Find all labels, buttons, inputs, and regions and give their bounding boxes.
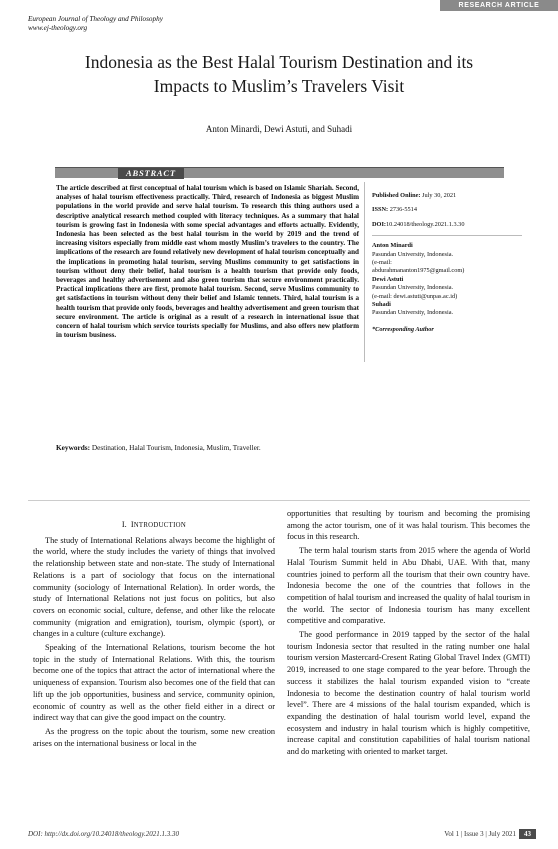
keywords [56,443,359,453]
title-line-2: Impacts to Muslim’s Travelers Visit [153,76,405,96]
author-1-name: Anton Minardi [372,242,413,250]
paragraph: The study of International Relations always become the highlight of the world, where the study includes the variety of things that involved the relationship between state and non-state. The study of International Relations is a part of sociology that focus on the international community (sociology of International Relation). In order words, the study of International Relations not just focus on politics, but also covers on economic social, culture, defense, and other like the relocate community (migration and emigration), tourism, olympic (sport), or changes in a culture (culture exchange). [33,535,275,639]
title-line-1: Indonesia as the Best Halal Tourism Destination and its [84,52,474,72]
journal-header [28,15,163,33]
section-heading: I. INTRODUCTION [121,520,187,529]
journal-name: European Journal of Theology and Philosophy [28,15,163,23]
author-1-email[interactable]: abdurahmananton1975@gmail.com) [372,267,465,275]
footer-doi[interactable]: DOI: http://dx.doi.org/10.24018/theology.2021.1.3.30 [28,830,180,838]
paragraph: As the progress on the topic about the tourism, some new creation arises on the international business or local in the [33,726,275,748]
article-type-badge: RESEARCH ARTICLE [440,0,558,11]
paragraph: The good performance in 2019 tapped by the sector of the halal tourism Indonesia sector that resulted in the rating number one halal tourism version Mastercard-Cresent Rating Global Travel Index (GMTI) 2019, increased to one stage compared to the year before. Through the success it stabilizes the halal tourism expanded vision to “create Indonesia to become the destination country of halal tourism world level”. There are 4 missions of the halal tourism expanded, which is expanding the destination of halal tourism world level, expand the ecosystem and industry in halal tourism which is highly competitive, increase capital and constitution capabilities of halal tourism national and do marketing with oriented to market target. [287,630,530,757]
published-online: Published Online: July 30, 2021 [372,192,457,199]
keywords-list: Destination, Halal Tourism, Indonesia, Muslim, Traveller. [91,443,261,452]
issn: ISSN: 2736-5514 [372,206,417,214]
abstract-bar [55,167,504,178]
paragraph: The term halal tourism starts from 2015 where the agenda of World Halal Tourism Summit held in Abu Dhabi, UAE. With that, many countries joined to perform all the tourism that their own country have. Indonesia become the one of the countries that follows in the competition of halal tourism and increased the quality of halal tourism in the world. The sector of Indonesia tourism has many excellent competitive and comparative. [287,546,530,626]
right-column [287,508,530,760]
abstract-body: The article described at first conceptual of halal tourism which is based on Islamic Shariah. Second, analyses of halal tourism effectiveness practically. Third, research of Indonesia as biggest Muslim populations in the world provide and serve halal tourism. To research this thing authors used a descriptive analytical research method coupled with literacy techniques. As a summary that halal tourism is growing fast in Indonesia with some special advantages and efforts actually. Evidently, Indonesia has been selected as the best halal tourism in the world by 2019 and the trend of increasing visitors especially from middle east whom mostly Muslim’s travelers to the country. The implications of the research are found relatively new development of halal tourism conceptually and the implications in promoting halal tourism, serving Muslims community to get satisfactions in tourism without deny their belief, halal tourism is a health tourism that provide only foods, beverages and healthy advertisement and also green tourism that secure environment practically. Practical implications there are first, promote halal tourism. Second, serve Muslims community to get satisfactions in tourism without deny their belief and Islamic tennets. Third, halal tourism is a health tourism that provide only foods, beverages and healthy advertisement and green tourism that secure environment. The article is original as a result of a research in international issue that concern of halal tourism which service tourists specially for Muslims, and also offers new platform in tourism business. [56,184,359,340]
author-2-affiliation: Pasundan University, Indonesia. [372,284,454,292]
page-number: 43 [519,829,536,839]
author-1-affiliation: Pasundan University, Indonesia. [372,250,454,258]
author-2-name: Dewi Astuti [372,275,404,283]
author-1-email-label: (e-mail: [372,259,392,267]
paragraph-continuation: opportunities that resulting by tourism and becoming the promising among the actor tourism, one of it was halal tourism. This becomes the focus in this research. [287,509,530,542]
footer-volume: Vol 1 | Issue 3 | July 2021 [444,830,516,838]
article-info-sidebar [372,192,522,334]
author-2-email[interactable]: (e-mail: dewi.astuti@unpas.ac.id) [372,292,458,300]
journal-website[interactable]: www.ej-theology.org [28,24,88,32]
keywords-label: Keywords: [56,443,91,452]
sidebar-divider [372,235,522,236]
paragraph: Speaking of the International Relations, tourism become the hot topic in the study of International Relations. With this, the tourism become one of the topics that attract the actor of international where the uniqueness of expansion. Tourism also becomes one of the field that can lift up the job opportunities, business and service, community opinion, economic of country as well as the other field either in a direct or indirect way that can give the good impact on the country. [33,643,275,723]
doi: DOI:10.24018/theology.2021.1.3.30 [372,220,465,228]
left-column [33,519,275,751]
author-3-name: Suhadi [372,301,391,309]
author-list: Anton Minardi, Dewi Astuti, and Suhadi [205,124,353,134]
author-3-affiliation: Pasundan University, Indonesia. [372,309,454,317]
abstract-divider [364,182,365,362]
section-divider [28,500,530,501]
corresponding-author-note: *Corresponding Author [372,325,434,333]
abstract-heading: ABSTRACT [118,168,184,179]
paper-title [20,50,538,98]
